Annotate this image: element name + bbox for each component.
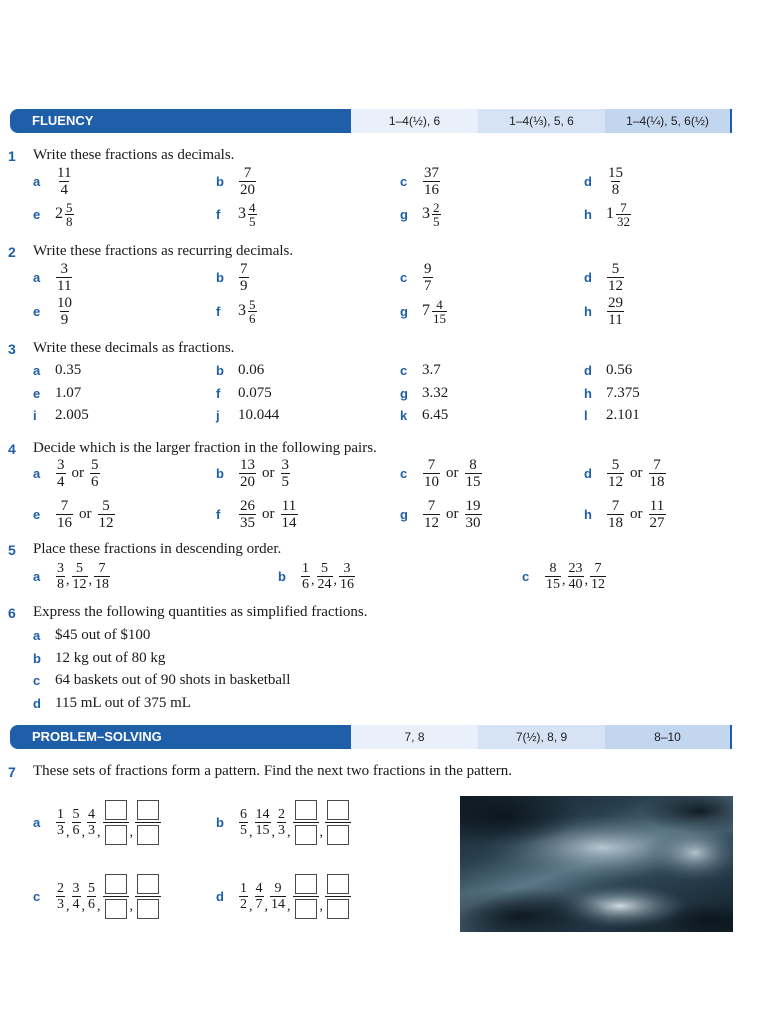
fraction: $\frac{5}{24}$ xyxy=(317,560,332,592)
fraction: $\frac{7}{18}$ xyxy=(608,497,623,531)
question-4-number: 4 xyxy=(8,441,16,457)
q5-part-a: a $\frac{3}{8}$ , $\frac{5}{12}$ , $\frac{7}{18}$ xyxy=(33,560,109,592)
fraction: $\frac{7}{18}$ xyxy=(649,456,665,490)
part-label: h xyxy=(584,303,592,319)
fraction: $\frac{5}{12}$ xyxy=(608,260,623,294)
answer-box-numerator xyxy=(137,874,159,894)
fraction: $\frac{7}{12}$ xyxy=(424,497,439,531)
q3-part-c xyxy=(400,359,441,381)
answer-box-numerator xyxy=(295,800,317,820)
decimal-value: 3.32 xyxy=(422,384,449,401)
part-label: f xyxy=(216,303,221,319)
q7-part-a: a $\frac{1}{3}$ , $\frac{5}{6}$ , $\frac{4}{3}$ , , xyxy=(33,796,162,848)
decimal-value: 10.044 xyxy=(238,406,280,423)
answer-box-denominator xyxy=(105,899,127,919)
answer-box-denominator xyxy=(137,899,159,919)
q6-part-d xyxy=(33,692,191,714)
part-label: a xyxy=(33,814,41,830)
fraction: $\frac{3}{8}$ xyxy=(57,560,64,592)
storm-clouds-photo xyxy=(460,796,733,932)
problem-solving-pathway-3: 8–10 xyxy=(605,725,732,749)
fraction: $\frac{3}{4}$ xyxy=(57,456,65,490)
q6-part-b xyxy=(33,647,165,669)
answer-fraction-box xyxy=(135,800,161,845)
fraction: $\frac{1}{6}$ xyxy=(302,560,309,592)
q4-part-c xyxy=(400,453,483,493)
quantity-text: 115 mL out of 375 mL xyxy=(55,694,191,711)
part-label: b xyxy=(216,269,224,285)
part-label: e xyxy=(33,303,41,319)
answer-fraction-box xyxy=(293,800,319,845)
fraction: $\frac{1}{3}$ xyxy=(57,806,64,838)
answer-box-denominator xyxy=(137,825,159,845)
q3-part-h xyxy=(584,382,640,404)
problem-solving-title: PROBLEM–SOLVING xyxy=(10,725,351,749)
problem-solving-pathway-1: 7, 8 xyxy=(351,725,478,749)
fraction: $\frac{5}{8}$ xyxy=(66,199,73,229)
question-7-number: 7 xyxy=(8,764,16,780)
fraction: $\frac{9}{7}$ xyxy=(424,260,432,294)
answer-box-numerator xyxy=(295,874,317,894)
fraction: $\frac{3}{16}$ xyxy=(340,560,354,592)
whole-number: 3 xyxy=(238,302,246,319)
whole-number: 1 xyxy=(606,205,614,222)
fraction: $\frac{19}{30}$ xyxy=(465,497,481,531)
decimal-value: 0.35 xyxy=(55,361,82,378)
fraction: $\frac{9}{14}$ xyxy=(271,880,285,912)
answer-fraction-box xyxy=(325,800,351,845)
question-6-number: 6 xyxy=(8,605,16,621)
question-4-text: Decide which is the larger fraction in the following pairs. xyxy=(33,440,377,456)
q2-part-h xyxy=(584,291,625,331)
fraction: $\frac{3}{11}$ xyxy=(57,260,72,294)
fraction: $\frac{5}{12}$ xyxy=(608,456,623,490)
part-label: f xyxy=(216,206,221,222)
part-label: c xyxy=(400,269,408,285)
fraction: $\frac{5}{6}$ xyxy=(91,456,99,490)
part-label: c xyxy=(522,568,530,584)
decimal-value: 6.45 xyxy=(422,406,449,423)
decimal-value: 0.56 xyxy=(606,361,633,378)
part-label: c xyxy=(400,465,408,481)
q3-part-d xyxy=(584,359,632,381)
answer-box-numerator xyxy=(327,874,349,894)
answer-box-denominator xyxy=(327,825,349,845)
decimal-value: 2.101 xyxy=(606,406,640,423)
q6-part-a xyxy=(33,624,150,646)
part-label: d xyxy=(584,362,592,378)
fraction: $\frac{5}{12}$ xyxy=(72,560,87,592)
or-text: or xyxy=(446,464,459,481)
answer-box-denominator xyxy=(295,825,317,845)
part-label: c xyxy=(400,173,408,189)
q1-part-e xyxy=(33,194,75,234)
part-label: d xyxy=(216,888,224,904)
q7-part-c: c $\frac{2}{3}$ , $\frac{3}{4}$ , $\frac{5}{6}$ , , xyxy=(33,870,162,922)
fraction: $\frac{14}{15}$ xyxy=(255,806,270,838)
part-label: i xyxy=(33,407,37,423)
fraction: $\frac{7}{18}$ xyxy=(95,560,109,592)
whole-number: 3 xyxy=(238,205,246,222)
q4-part-e xyxy=(33,494,116,534)
question-3-text: Write these decimals as fractions. xyxy=(33,340,235,356)
part-label: d xyxy=(584,173,592,189)
part-label: g xyxy=(400,506,408,522)
question-3-number: 3 xyxy=(8,341,16,357)
fraction: $\frac{2}{3}$ xyxy=(57,880,64,912)
q4-part-f xyxy=(216,494,299,534)
or-text: or xyxy=(262,505,275,522)
question-5-text: Place these fractions in descending order. xyxy=(33,541,282,557)
answer-fraction-box xyxy=(135,874,161,919)
problem-solving-pathway-2: 7(½), 8, 9 xyxy=(478,725,605,749)
q5-part-b: b $\frac{1}{6}$ , $\frac{5}{24}$ , $\frac{3}{16}$ xyxy=(278,560,354,592)
part-label: d xyxy=(584,465,592,481)
fraction: $\frac{11}{4}$ xyxy=(57,164,72,198)
q2-part-g xyxy=(400,291,448,331)
answer-box-numerator xyxy=(137,800,159,820)
whole-number: 2 xyxy=(55,205,63,222)
part-label: b xyxy=(216,814,224,830)
part-label: b xyxy=(278,568,286,584)
fraction: $\frac{6}{5}$ xyxy=(240,806,247,838)
part-label: e xyxy=(33,385,41,401)
quantity-text: $45 out of $100 xyxy=(55,626,151,643)
fraction: $\frac{7}{9}$ xyxy=(240,260,248,294)
q4-part-a xyxy=(33,453,101,493)
answer-box-numerator xyxy=(105,874,127,894)
whole-number: 3 xyxy=(422,205,430,222)
fraction: $\frac{11}{14}$ xyxy=(281,497,297,531)
q4-part-d xyxy=(584,453,667,493)
answer-fraction-box xyxy=(103,874,129,919)
decimal-value: 0.075 xyxy=(238,384,272,401)
part-label: a xyxy=(33,465,41,481)
question-7-text: These sets of fractions form a pattern. Find the next two fractions in the pattern. xyxy=(33,763,513,779)
part-label: b xyxy=(216,362,224,378)
or-text: or xyxy=(79,505,92,522)
fluency-title: FLUENCY xyxy=(10,109,351,133)
question-2-text: Write these fractions as recurring decimals. xyxy=(33,243,294,259)
or-text: or xyxy=(446,505,459,522)
fraction: $\frac{8}{15}$ xyxy=(546,560,560,592)
fraction: $\frac{5}{6}$ xyxy=(72,806,80,838)
fluency-pathway-3: 1–4(¼), 5, 6(½) xyxy=(605,109,732,133)
fraction: $\frac{4}{7}$ xyxy=(255,880,263,912)
storm-clouds-image xyxy=(460,796,733,932)
part-label: h xyxy=(584,206,592,222)
fraction: $\frac{13}{20}$ xyxy=(240,456,255,490)
fraction: $\frac{7}{20}$ xyxy=(240,164,255,198)
fluency-pathway-1: 1–4(½), 6 xyxy=(351,109,478,133)
q1-part-g xyxy=(400,194,442,234)
answer-box-denominator xyxy=(295,899,317,919)
part-label: f xyxy=(216,385,221,401)
or-text: or xyxy=(630,464,643,481)
part-label: a xyxy=(33,269,41,285)
part-label: a xyxy=(33,627,41,643)
fraction: $\frac{7}{12}$ xyxy=(591,560,605,592)
decimal-value: 7.375 xyxy=(606,384,640,401)
fraction: $\frac{2}{3}$ xyxy=(278,806,285,838)
fraction: $\frac{5}{12}$ xyxy=(98,497,114,531)
q3-part-g xyxy=(400,382,448,404)
or-text: or xyxy=(630,505,643,522)
answer-fraction-box xyxy=(293,874,319,919)
answer-box-numerator xyxy=(327,800,349,820)
part-label: f xyxy=(216,506,221,522)
q3-part-l xyxy=(584,404,640,426)
part-label: h xyxy=(584,506,592,522)
fraction: $\frac{26}{35}$ xyxy=(240,497,255,531)
or-text: or xyxy=(71,464,84,481)
answer-fraction-box xyxy=(325,874,351,919)
part-label: h xyxy=(584,385,592,401)
fraction: $\frac{29}{11}$ xyxy=(608,294,623,328)
q4-part-h xyxy=(584,494,667,534)
part-label: g xyxy=(400,303,408,319)
q2-part-f xyxy=(216,291,258,331)
fraction: $\frac{3}{4}$ xyxy=(72,880,80,912)
q3-part-j xyxy=(216,404,279,426)
question-6-text: Express the following quantities as simplified fractions. xyxy=(33,604,368,620)
q1-part-f xyxy=(216,194,258,234)
decimal-value: 0.06 xyxy=(238,361,265,378)
part-label: j xyxy=(216,407,220,423)
fraction: $\frac{11}{27}$ xyxy=(649,497,665,531)
part-label: e xyxy=(33,206,41,222)
q1-part-h xyxy=(584,194,632,234)
fraction: $\frac{23}{40}$ xyxy=(568,560,583,592)
part-label: c xyxy=(400,362,408,378)
decimal-value: 1.07 xyxy=(55,384,82,401)
fluency-pathway-2: 1–4(⅓), 5, 6 xyxy=(478,109,605,133)
q7-part-b: b $\frac{6}{5}$ , $\frac{14}{15}$ , $\frac{2}{3}$ , , xyxy=(216,796,352,848)
part-label: l xyxy=(584,407,588,423)
q7-part-d: d $\frac{1}{2}$ , $\frac{4}{7}$ , $\frac{9}{14}$ , , xyxy=(216,870,352,922)
q3-part-k xyxy=(400,404,448,426)
q6-part-c xyxy=(33,669,290,691)
problem-solving-header xyxy=(10,725,733,749)
part-label: a xyxy=(33,362,41,378)
quantity-text: 12 kg out of 80 kg xyxy=(55,649,166,666)
fraction: $\frac{37}{16}$ xyxy=(424,164,439,198)
q4-part-b xyxy=(216,453,291,493)
part-label: b xyxy=(216,465,224,481)
fraction: $\frac{8}{15}$ xyxy=(465,456,481,490)
fraction: $\frac{7}{32}$ xyxy=(617,199,630,229)
part-label: k xyxy=(400,407,408,423)
question-1-text: Write these fractions as decimals. xyxy=(33,147,235,163)
or-text: or xyxy=(262,464,275,481)
q2-part-e xyxy=(33,291,74,331)
fraction: $\frac{2}{5}$ xyxy=(433,199,440,229)
q5-part-c: c $\frac{8}{15}$ , $\frac{23}{40}$ , $\frac{7}{12}$ xyxy=(522,560,605,592)
part-label: c xyxy=(33,888,41,904)
answer-box-denominator xyxy=(327,899,349,919)
q4-part-g xyxy=(400,494,483,534)
answer-fraction-box xyxy=(103,800,129,845)
fraction: $\frac{4}{3}$ xyxy=(88,806,95,838)
fraction: $\frac{3}{5}$ xyxy=(281,456,289,490)
q3-part-e xyxy=(33,382,81,404)
q3-part-f xyxy=(216,382,272,404)
fraction: $\frac{10}{9}$ xyxy=(57,294,72,328)
fraction: $\frac{7}{10}$ xyxy=(424,456,439,490)
part-label: d xyxy=(584,269,592,285)
question-5-number: 5 xyxy=(8,542,16,558)
part-label: g xyxy=(400,385,408,401)
q3-part-a xyxy=(33,359,81,381)
part-label: c xyxy=(33,672,41,688)
q3-part-b xyxy=(216,359,264,381)
fraction: $\frac{5}{6}$ xyxy=(249,296,256,326)
part-label: a xyxy=(33,173,41,189)
part-label: a xyxy=(33,568,41,584)
quantity-text: 64 baskets out of 90 shots in basketball xyxy=(55,671,291,688)
decimal-value: 3.7 xyxy=(422,361,441,378)
part-label: g xyxy=(400,206,408,222)
fraction: $\frac{4}{15}$ xyxy=(433,296,446,326)
fraction: $\frac{15}{8}$ xyxy=(608,164,623,198)
part-label: e xyxy=(33,506,41,522)
answer-box-numerator xyxy=(105,800,127,820)
decimal-value: 2.005 xyxy=(55,406,89,423)
question-1-number: 1 xyxy=(8,148,16,164)
part-label: b xyxy=(216,173,224,189)
fraction: $\frac{1}{2}$ xyxy=(240,880,247,912)
answer-box-denominator xyxy=(105,825,127,845)
q3-part-i xyxy=(33,404,89,426)
part-label: b xyxy=(33,650,41,666)
fluency-header xyxy=(10,109,733,133)
question-2-number: 2 xyxy=(8,244,16,260)
whole-number: 7 xyxy=(422,302,430,319)
fraction: $\frac{7}{16}$ xyxy=(57,497,72,531)
fraction: $\frac{4}{5}$ xyxy=(249,199,256,229)
fraction: $\frac{5}{6}$ xyxy=(88,880,95,912)
part-label: d xyxy=(33,695,41,711)
